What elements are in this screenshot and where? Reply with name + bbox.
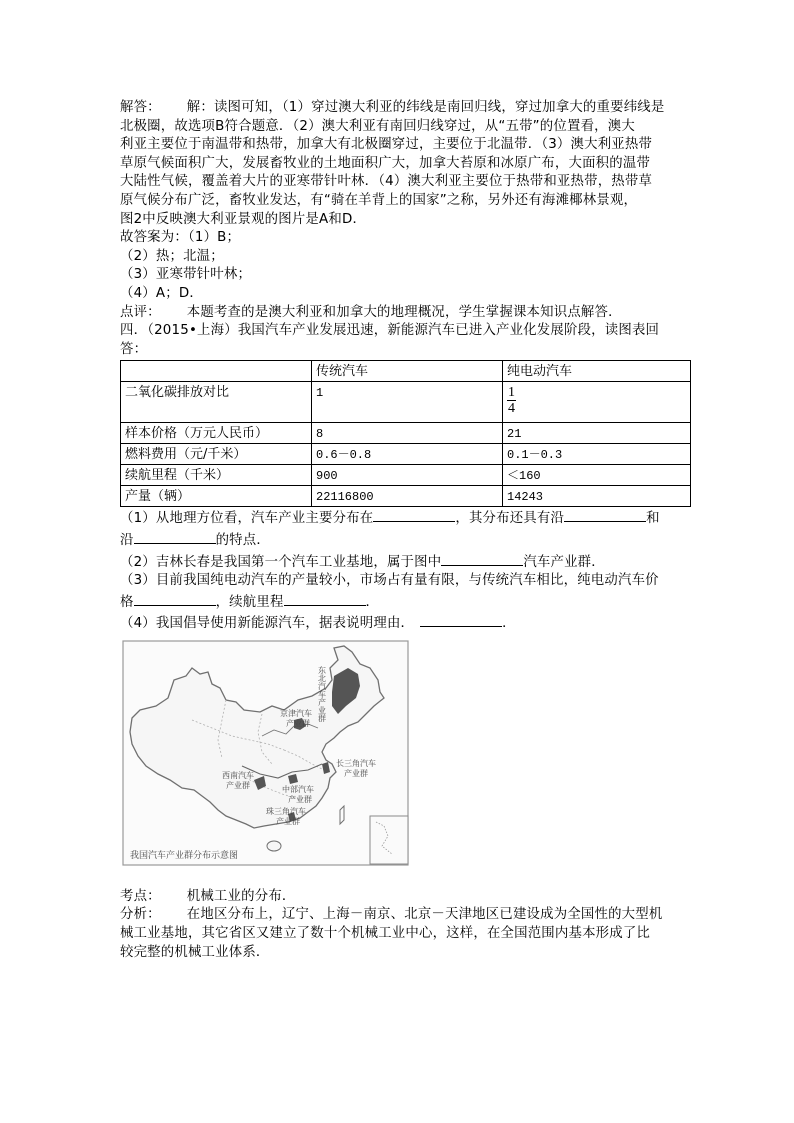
answer-line-7: 图2中反映澳大利亚景观的图片是A和D． xyxy=(120,211,367,227)
electric-value: 21 xyxy=(503,423,691,444)
map-caption: 我国汽车产业群分布示意图 xyxy=(130,850,239,861)
subquestion-4: （4）我国倡导使用新能源汽车，据表说明理由． ． xyxy=(120,612,692,634)
subquestion-3-line-1: （3）目前我国纯电动汽车的产量较小，市场占有量有限，与传统汽车相比，纯电动汽车价 xyxy=(120,573,659,589)
table-header-row xyxy=(121,361,691,382)
electric-value: 14243 xyxy=(503,486,691,507)
map-graphic xyxy=(122,640,409,866)
answer-line-3: 利亚主要位于南温带和热带，加拿大有北极圈穿过，主要位于北温带．（3）澳大利亚热带 xyxy=(120,137,653,153)
svg-text:产业群: 产业群 xyxy=(288,794,312,804)
answer-blank[interactable] xyxy=(134,591,216,606)
electric-value xyxy=(503,382,691,423)
answer-blank[interactable] xyxy=(373,507,455,522)
question4-intro-1: 四．（2015•上海）我国汽车产业发展迅速，新能源汽车已进入产业化发展阶段，读图表回 xyxy=(120,323,660,339)
kaodian-line xyxy=(120,888,692,907)
row-label: 二氧化碳排放对比 xyxy=(121,382,312,423)
label-northeast: 东北汽车产业群 xyxy=(317,665,327,722)
comment-text: 本题考查的是澳大利亚和加拿大的地理概况，学生掌握课本知识点解答． xyxy=(186,304,622,320)
table-row xyxy=(121,423,691,444)
subquestion-1-line-2: 沿 的特点． xyxy=(120,529,692,551)
comparison-table xyxy=(120,360,691,507)
table-row xyxy=(121,382,691,423)
document-page xyxy=(120,99,692,962)
kaodian-text: 机械工业的分布． xyxy=(186,888,296,904)
svg-text:京津汽车: 京津汽车 xyxy=(280,708,312,718)
answer-blank[interactable] xyxy=(564,507,646,522)
svg-text:中部汽车: 中部汽车 xyxy=(282,784,314,794)
traditional-value: 8 xyxy=(312,423,503,444)
final-answer-1: 故答案为：（1）B； xyxy=(120,230,241,246)
row-label: 样本价格（万元人民币） xyxy=(121,423,312,444)
answer-line-1: 解答： 解：读图可知，（1）穿过澳大利亚的纬线是南回归线，穿过加拿大的重要纬线是 xyxy=(120,99,692,118)
traditional-value: 0.6－0.8 xyxy=(312,444,503,465)
traditional-value: 22116800 xyxy=(312,486,503,507)
svg-text:珠三角汽车: 珠三角汽车 xyxy=(266,806,306,816)
answer-line-2: 北极圈，故选项B符合题意．（2）澳大利亚有南回归线穿过，从“五带”的位置看，澳大 xyxy=(120,118,635,134)
answer-blank[interactable] xyxy=(134,529,216,544)
table-row xyxy=(121,486,691,507)
electric-value: 0.1－0.3 xyxy=(503,444,691,465)
svg-text:产业群: 产业群 xyxy=(226,780,250,790)
china-auto-cluster-map xyxy=(122,640,409,866)
subquestion-1-line-1: （1）从地理方位看，汽车产业主要分布在 ，其分布还具有沿 和 xyxy=(120,507,692,529)
row-label: 续航里程（千米） xyxy=(121,465,312,486)
answer-blank[interactable] xyxy=(420,612,502,627)
answer-line-5: 大陆性气候，覆盖着大片的亚寒带针叶林．（4）澳大利亚主要位于热带和亚热带，热带草 xyxy=(120,174,653,190)
final-answer-4: （4）A；D． xyxy=(120,285,203,301)
svg-text:产业群: 产业群 xyxy=(344,768,368,778)
fraction: $\frac{1}{4}$ xyxy=(508,385,515,417)
row-label: 产量（辆） xyxy=(121,486,312,507)
table-row xyxy=(121,465,691,486)
svg-text:产业群: 产业群 xyxy=(286,718,310,728)
comment-label: 点评： xyxy=(120,304,161,320)
table-header-traditional: 传统汽车 xyxy=(312,361,503,382)
answer-blank[interactable] xyxy=(441,551,523,566)
row-label: 燃料费用（元/千米） xyxy=(121,444,312,465)
table-header-empty xyxy=(121,361,312,382)
answer-label: 解答： xyxy=(120,100,161,115)
subquestion-3-line-2: 格 ，续航里程 ． xyxy=(120,591,692,613)
comment-line xyxy=(120,304,692,323)
analysis-line-2: 械工业基地，其它省区又建立了数十个机械工业中心，这样，在全国范围内基本形成了比 xyxy=(120,926,651,942)
traditional-value: 900 xyxy=(312,465,503,486)
kaodian-label: 考点： xyxy=(120,888,161,904)
final-answer-2: （2）热；北温； xyxy=(120,248,224,264)
traditional-value: 1 xyxy=(312,382,503,423)
table-row xyxy=(121,444,691,465)
subquestion-2: （2）吉林长春是我国第一个汽车工业基地，属于图中 汽车产业群． xyxy=(120,551,692,573)
electric-value: ＜160 xyxy=(503,465,691,486)
analysis-line-3: 较完整的机械工业体系． xyxy=(120,944,270,960)
answer-line-4: 草原气候面积广大，发展畜牧业的土地面积广大，加拿大苔原和冰原广布，大面积的温带 xyxy=(120,155,651,171)
question4-intro-2: 答： xyxy=(120,341,148,357)
svg-text:西南汽车: 西南汽车 xyxy=(222,770,254,780)
analysis-label: 分析： xyxy=(120,907,161,923)
answer-blank[interactable] xyxy=(284,591,366,606)
svg-text:长三角汽车: 长三角汽车 xyxy=(336,758,376,768)
table-header-electric: 纯电动汽车 xyxy=(503,361,691,382)
final-answer-3: （3）亚寒带针叶林； xyxy=(120,267,252,283)
svg-text:产业群: 产业群 xyxy=(276,816,300,826)
analysis-line-1: 分析： 在地区分布上，辽宁、上海－南京、北京－天津地区已建设成为全国性的大型机 xyxy=(120,906,692,925)
answer-line-6: 原气候分布广泛，畜牧业发达，有“骑在羊背上的国家”之称，另外还有海滩椰林景观， xyxy=(120,192,638,208)
